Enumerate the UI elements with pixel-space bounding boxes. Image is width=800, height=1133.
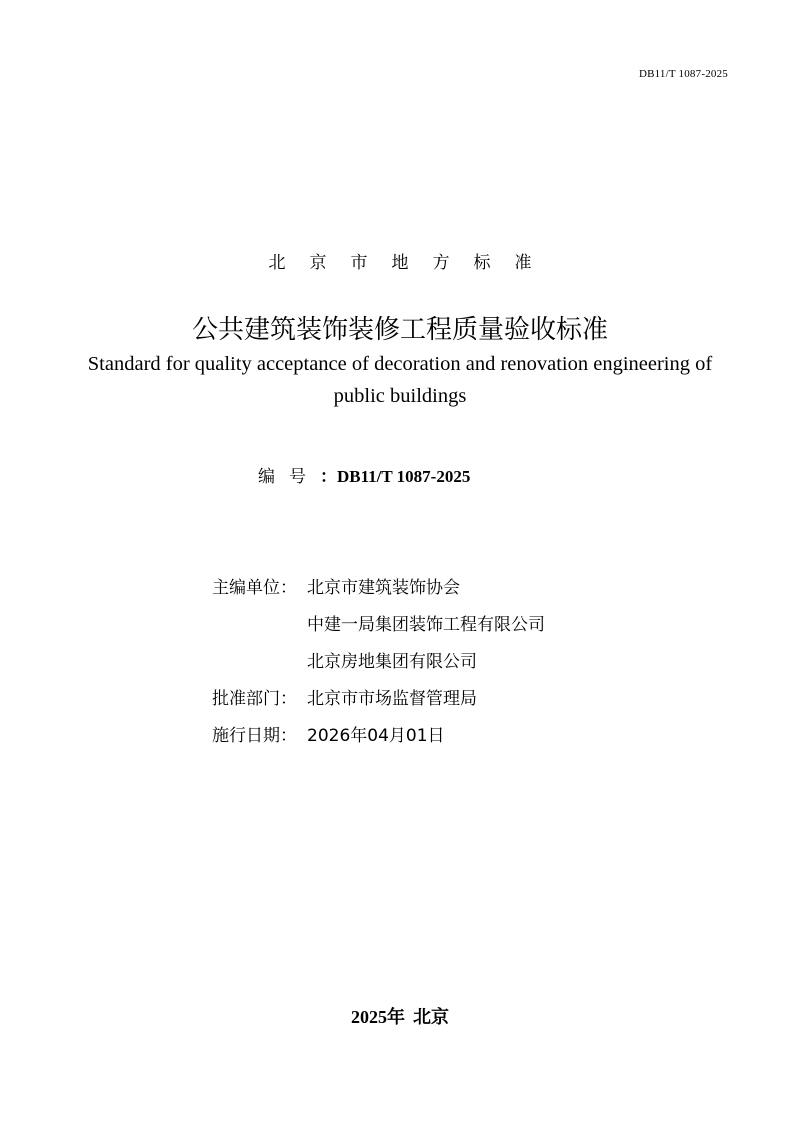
standard-number-label: 编号 — [258, 467, 320, 487]
effective-date-row — [212, 723, 545, 760]
standard-number-colon: ： — [320, 467, 337, 487]
title-english: Standard for quality acceptance of decoration and renovation engineering of public buildings — [87, 353, 713, 407]
standard-type-heading: 北京市地方标准 — [268, 253, 556, 273]
publication-info — [212, 575, 545, 760]
title-chinese: 公共建筑装饰装修工程质量验收标准 — [191, 315, 608, 345]
editor-row-3 — [212, 649, 545, 686]
approver-label: 批准部门： — [212, 689, 297, 709]
editor-name: 中建一局集团装饰工程有限公司 — [307, 615, 545, 635]
document-code: DB11/T 1087-2025 — [638, 68, 728, 80]
effective-date-value: 2026年04月01日 — [307, 726, 445, 746]
standard-number-value: DB11/T 1087-2025 — [337, 467, 471, 486]
standard-number — [258, 462, 470, 487]
effective-date-label: 施行日期： — [212, 726, 297, 746]
footer-year: 2025年 — [351, 1007, 405, 1027]
editor-label: 主编单位： — [212, 578, 297, 598]
footer-city: 北京 — [413, 1007, 449, 1028]
approver-name: 北京市市场监督管理局 — [307, 689, 477, 709]
editor-row-1 — [212, 575, 545, 612]
editor-name: 北京市建筑装饰协会 — [307, 578, 460, 598]
editor-name: 北京房地集团有限公司 — [307, 652, 477, 672]
approver-row — [212, 686, 545, 723]
editor-row-2 — [212, 612, 545, 649]
footer-year-city — [0, 1003, 800, 1029]
